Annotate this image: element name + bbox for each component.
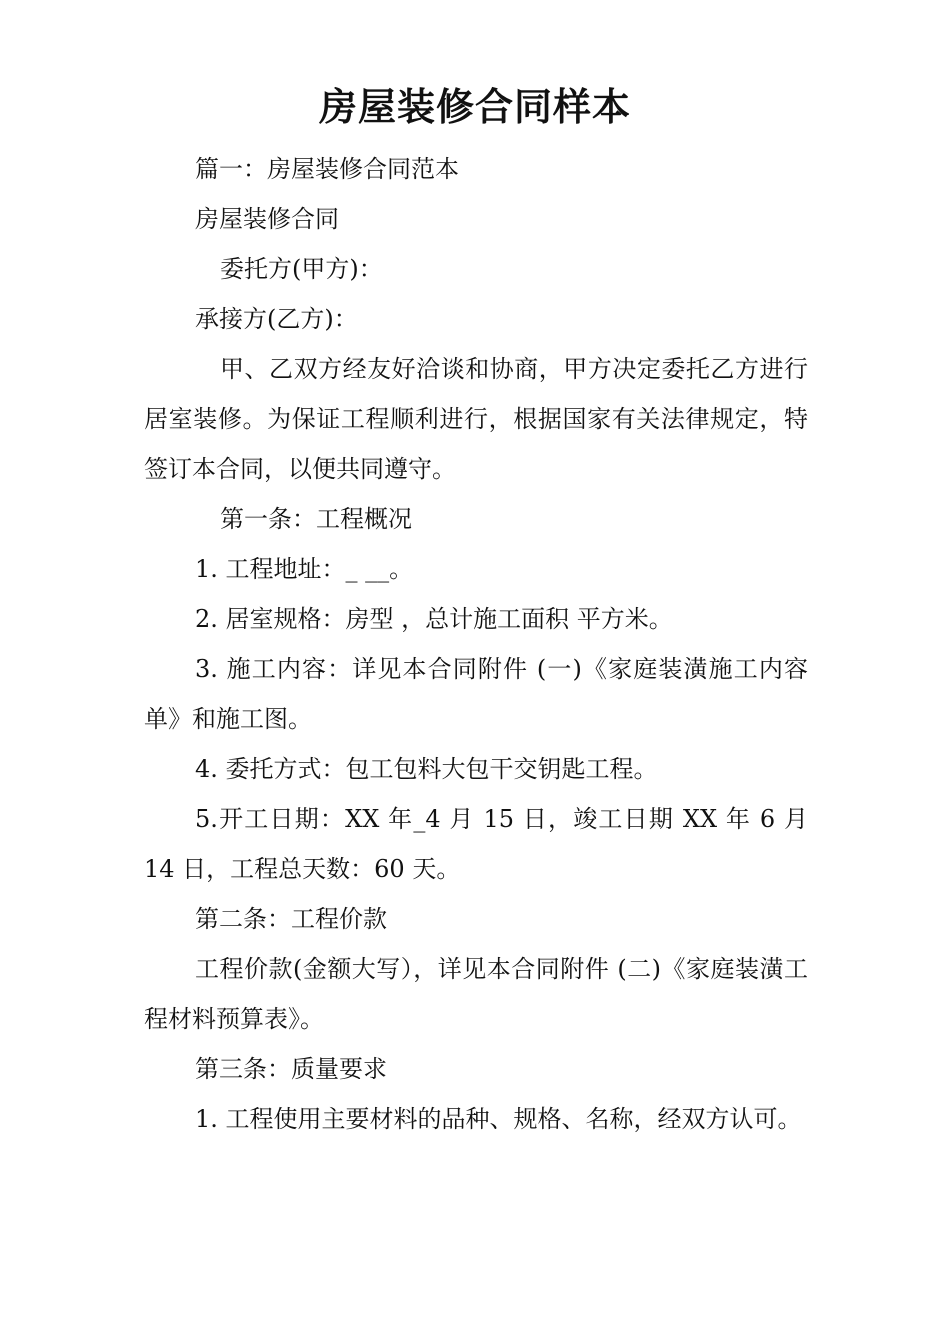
- section-heading: 篇一：房屋装修合同范本: [195, 155, 459, 183]
- article-1-item-4: 4. 委托方式：包工包料大包干交钥匙工程。: [195, 755, 658, 783]
- article-2-heading: 第二条：工程价款: [195, 905, 387, 933]
- party-b-line: 承接方(乙方)：: [195, 305, 358, 333]
- article-3-item-1: 1. 工程使用主要材料的品种、规格、名称，经双方认可。: [195, 1105, 802, 1133]
- preamble-paragraph: 甲、乙双方经友好洽谈和协商，甲方决定委托乙方进行居室装修。为保证工程顺利进行，根据国家有关法律规定，特签订本合同，以便共同遵守。: [144, 355, 808, 483]
- document-title: 房屋装修合同样本: [318, 84, 631, 129]
- contract-name: 房屋装修合同: [195, 205, 339, 233]
- party-a-line: 委托方(甲方)：: [220, 255, 383, 283]
- article-1-item-5: 5.开工日期：XX 年_4 月 15 日，竣工日期 XX 年 6 月 14 日，工程总天数：60 天。: [144, 805, 808, 883]
- article-1-heading: 第一条：工程概况: [220, 505, 412, 533]
- article-2-paragraph: 工程价款(金额大写），详见本合同附件 (二)《家庭装潢工程材料预算表》。: [144, 955, 808, 1033]
- article-1-item-2: 2. 居室规格：房型 ，总计施工面积 平方米。: [195, 605, 673, 633]
- article-3-heading: 第三条：质量要求: [195, 1055, 387, 1083]
- article-1-item-1: 1. 工程地址：_ __。: [195, 555, 414, 583]
- article-1-item-3: 3. 施工内容：详见本合同附件 (一)《家庭装潢施工内容单》和施工图。: [144, 655, 808, 733]
- document-body: [144, 144, 808, 1144]
